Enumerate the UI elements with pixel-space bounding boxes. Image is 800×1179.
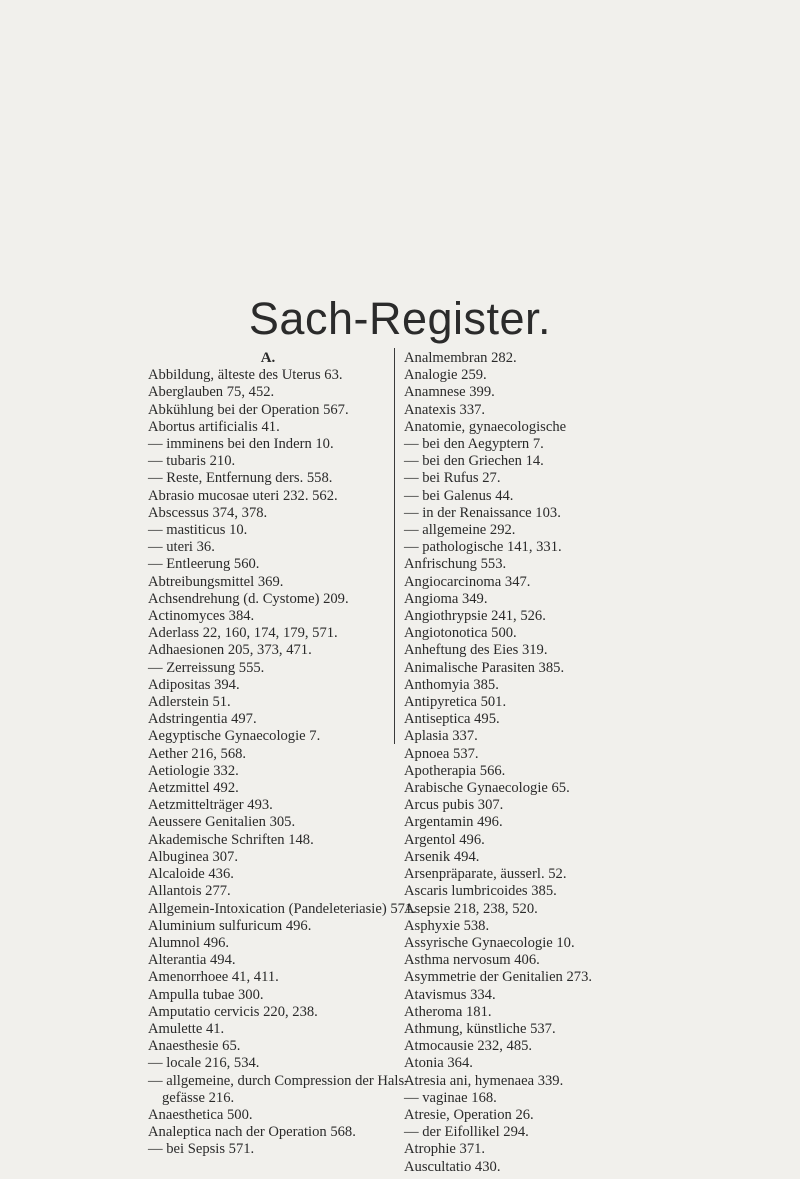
index-entry: Atresie, Operation 26. xyxy=(404,1106,534,1123)
index-entry: Anaesthesie 65. xyxy=(148,1038,241,1055)
index-entry: Analmembran 282. xyxy=(404,350,517,366)
index-entry: Angioma 349. xyxy=(404,590,488,607)
index-entry: Anthomyia 385. xyxy=(404,676,499,693)
index-entry: Aeussere Genitalien 305. xyxy=(148,814,296,831)
section-letter: A. xyxy=(260,350,276,366)
index-entry: Arsenik 494. xyxy=(404,848,480,865)
index-entry: Akademische Schriften 148. xyxy=(148,831,314,848)
index-entry: Asepsie 218, 238, 520. xyxy=(404,900,538,917)
index-entry: Abscessus 374, 378. xyxy=(148,504,268,521)
index-entry: Atavismus 334. xyxy=(404,986,496,1003)
index-entry: — uteri 36. xyxy=(148,539,215,556)
index-entry: — Zerreissung 555. xyxy=(148,659,265,676)
index-entry: Angiotonotica 500. xyxy=(404,625,517,642)
index-entry: Abortus artificialis 41. xyxy=(148,418,280,435)
index-entry: Anaesthetica 500. xyxy=(148,1106,253,1123)
index-entry: Allgemein-Intoxication (Pandeleteriasie) 571. xyxy=(148,900,416,917)
index-entry: Angiocarcinoma 347. xyxy=(404,573,531,590)
index-entry: — imminens bei den Indern 10. xyxy=(148,436,334,453)
index-entry: Abbildung, älteste des Uterus 63. xyxy=(148,367,343,384)
index-entry: — bei den Aegyptern 7. xyxy=(404,436,544,453)
index-entry: Anatomie, gynaecologische xyxy=(404,418,567,435)
index-entry: Arsenpräparate, äusserl. 52. xyxy=(404,866,567,883)
index-entry: Antipyretica 501. xyxy=(404,694,507,711)
index-entry: — vaginae 168. xyxy=(404,1089,497,1106)
index-entry: Albuginea 307. xyxy=(148,848,238,865)
index-entry: Asymmetrie der Genitalien 273. xyxy=(404,969,593,986)
index-entry: Aberglauben 75, 452. xyxy=(148,384,275,401)
left-entry-list xyxy=(148,367,416,1158)
index-entry: Alcaloide 436. xyxy=(148,866,234,883)
index-column-right xyxy=(404,350,664,1176)
index-entry: Arabische Gynaecologie 65. xyxy=(404,780,570,797)
index-entry: Argentamin 496. xyxy=(404,814,503,831)
index-entry: Athmung, künstliche 537. xyxy=(404,1020,556,1037)
index-entry: Abkühlung bei der Operation 567. xyxy=(148,401,349,418)
index-entry: — tubaris 210. xyxy=(148,453,236,470)
index-entry: Auscultatio 430. xyxy=(404,1158,501,1175)
index-entry: Achsendrehung (d. Cystome) 209. xyxy=(148,590,349,607)
index-entry: Asthma nervosum 406. xyxy=(404,952,540,969)
index-entry: Apotherapia 566. xyxy=(404,762,506,779)
index-entry: Arcus pubis 307. xyxy=(404,797,504,814)
index-entry: Antiseptica 495. xyxy=(404,711,500,728)
index-entry: — der Eifollikel 294. xyxy=(404,1124,529,1141)
index-entry: — locale 216, 534. xyxy=(148,1055,260,1072)
index-entry: — bei Sepsis 571. xyxy=(148,1141,255,1158)
index-entry: — Reste, Entfernung ders. 558. xyxy=(148,470,333,487)
index-entry: Adhaesionen 205, 373, 471. xyxy=(148,642,312,659)
index-entry: Aegyptische Gynaecologie 7. xyxy=(148,728,321,745)
index-entry: Atrophie 371. xyxy=(404,1141,486,1158)
index-entry: Alumnol 496. xyxy=(148,934,230,951)
index-entry: Anatexis 337. xyxy=(404,401,486,418)
index-entry: Adipositas 394. xyxy=(148,676,240,693)
column-divider xyxy=(394,348,395,744)
index-entry: Argentol 496. xyxy=(404,831,485,848)
index-entry: — bei Galenus 44. xyxy=(404,487,514,504)
index-entry: Ampulla tubae 300. xyxy=(148,986,264,1003)
index-entry: Analeptica nach der Operation 568. xyxy=(148,1124,356,1141)
index-entry: — Entleerung 560. xyxy=(148,556,260,573)
index-entry: Apnoea 537. xyxy=(404,745,479,762)
index-entry: — pathologische 141, 331. xyxy=(404,539,562,556)
index-entry: Atresia ani, hymenaea 339. xyxy=(404,1072,564,1089)
index-entry: Angiothrypsie 241, 526. xyxy=(404,608,546,625)
index-entry: Atonia 364. xyxy=(404,1055,473,1072)
index-entry: Alterantia 494. xyxy=(148,952,236,969)
index-entry: Aderlass 22, 160, 174, 179, 571. xyxy=(148,625,338,642)
index-entry: — bei den Griechen 14. xyxy=(404,453,544,470)
index-entry: — allgemeine 292. xyxy=(404,522,516,539)
index-entry: Anamnese 399. xyxy=(404,384,495,401)
index-entry: Atmocausie 232, 485. xyxy=(404,1038,533,1055)
index-entry: Assyrische Gynaecologie 10. xyxy=(404,934,575,951)
index-entry: Atheroma 181. xyxy=(404,1003,492,1020)
index-entry: — bei Rufus 27. xyxy=(404,470,501,487)
index-entry: Amenorrhoee 41, 411. xyxy=(148,969,279,986)
index-entry: Abrasio mucosae uteri 232. 562. xyxy=(148,487,338,504)
index-entry: — mastiticus 10. xyxy=(148,522,248,539)
index-entry: Adlerstein 51. xyxy=(148,694,231,711)
index-entry: Analogie 259. xyxy=(404,367,487,384)
index-entry: Aplasia 337. xyxy=(404,728,478,745)
index-entry: Amputatio cervicis 220, 238. xyxy=(148,1003,318,1020)
index-entry: Ascaris lumbricoides 385. xyxy=(404,883,557,900)
page-title: Sach-Register. xyxy=(248,293,552,345)
index-entry: Asphyxie 538. xyxy=(404,917,490,934)
index-entry: Amulette 41. xyxy=(148,1020,225,1037)
index-entry: — in der Renaissance 103. xyxy=(404,504,561,521)
index-entry: Abtreibungsmittel 369. xyxy=(148,573,284,590)
index-entry: Aether 216, 568. xyxy=(148,745,247,762)
index-entry: gefässe 216. xyxy=(162,1089,235,1106)
index-entry: Anheftung des Eies 319. xyxy=(404,642,548,659)
index-entry: Animalische Parasiten 385. xyxy=(404,659,565,676)
index-entry: Aluminium sulfuricum 496. xyxy=(148,917,312,934)
index-entry: Aetzmittel 492. xyxy=(148,780,239,797)
index-entry: Allantois 277. xyxy=(148,883,231,900)
index-entry: Actinomyces 384. xyxy=(148,608,255,625)
index-entry: Aetiologie 332. xyxy=(148,762,239,779)
index-entry: Anfrischung 553. xyxy=(404,556,507,573)
index-entry: Adstringentia 497. xyxy=(148,711,257,728)
right-entry-list xyxy=(404,350,664,1176)
index-entry: — allgemeine, durch Compression der Hals- xyxy=(148,1072,409,1089)
index-entry: Aetzmittelträger 493. xyxy=(148,797,273,814)
index-column-left xyxy=(148,350,416,1159)
